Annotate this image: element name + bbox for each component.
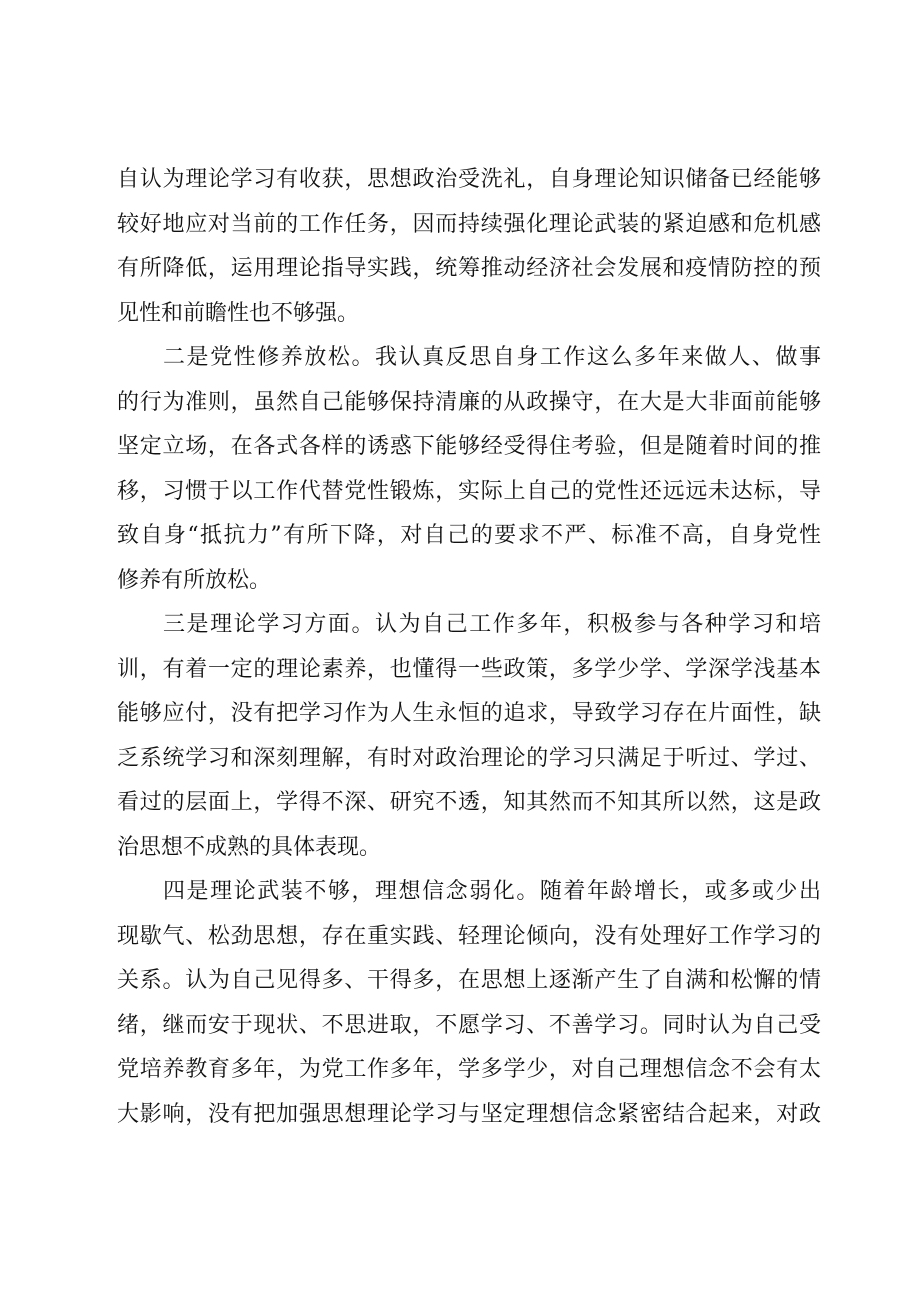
text-line: 能够应付，没有把学习作为人生永恒的追求，导致学习存在片面性，缺 [117,701,821,726]
text-line: 的行为准则，虽然自己能够保持清廉的从政操守，在大是大非面前能够 [117,389,821,415]
text-line: 现歇气、松劲思想，存在重实践、轻理论倾向，没有处理好工作学习的 [117,923,821,949]
text-line: 见性和前瞻性也不够强。 [117,300,360,326]
text-line: 看过的层面上，学得不深、研究不透，知其然而不知其所以然，这是政 [117,790,821,815]
text-line: 移，习惯于以工作代替党性锻炼，实际上自己的党性还远远未达标，导 [117,478,821,504]
text-line: 二是党性修养放松。我认真反思自身工作这么多年来做人、做事 [163,345,821,370]
text-line: 修养有所放松。 [117,567,272,593]
text-line: 绪，继而安于现状、不思进取，不愿学习、不善学习。同时认为自己受 [117,1012,821,1038]
text-line: 坚定立场，在各式各样的诱惑下能够经受得住考验，但是随着时间的推 [117,434,821,459]
text-line: 较好地应对当前的工作任务，因而持续强化理论武装的紧迫感和危机感 [117,211,821,237]
paragraph-party-spirit [117,336,821,603]
text-line: 大影响，没有把加强思想理论学习与坚定理想信念紧密结合起来，对政 [117,1101,821,1127]
text-line: 致自身“抵抗力”有所下降，对自己的要求不严、标准不高，自身党性 [117,523,821,548]
text-line: 治思想不成熟的具体表现。 [117,834,382,860]
text-line: 有所降低，运用理论指导实践，统筹推动经济社会发展和疫情防控的预 [117,256,821,281]
text-line: 训，有着一定的理论素养，也懂得一些政策，多学少学、学深学浅基本 [117,656,821,682]
paragraph-continuation [117,158,821,336]
text-line: 党培养教育多年，为党工作多年，学多学少，对自己理想信念不会有太 [117,1057,821,1082]
paragraph-theory-study [117,603,821,870]
text-line: 乏系统学习和深刻理解，有时对政治理论的学习只满足于听过、学过、 [117,745,821,771]
paragraph-ideals-beliefs [117,870,821,1137]
text-line: 关系。认为自己见得多、干得多，在思想上逐渐产生了自满和松懈的情 [117,968,821,993]
text-line: 四是理论武装不够，理想信念弱化。随着年龄增长，或多或少出 [163,879,821,904]
document-page [117,158,821,1137]
text-line: 三是理论学习方面。认为自己工作多年，积极参与各种学习和培 [163,612,821,637]
text-line: 自认为理论学习有收获，思想政治受洗礼，自身理论知识储备已经能够 [117,167,821,192]
